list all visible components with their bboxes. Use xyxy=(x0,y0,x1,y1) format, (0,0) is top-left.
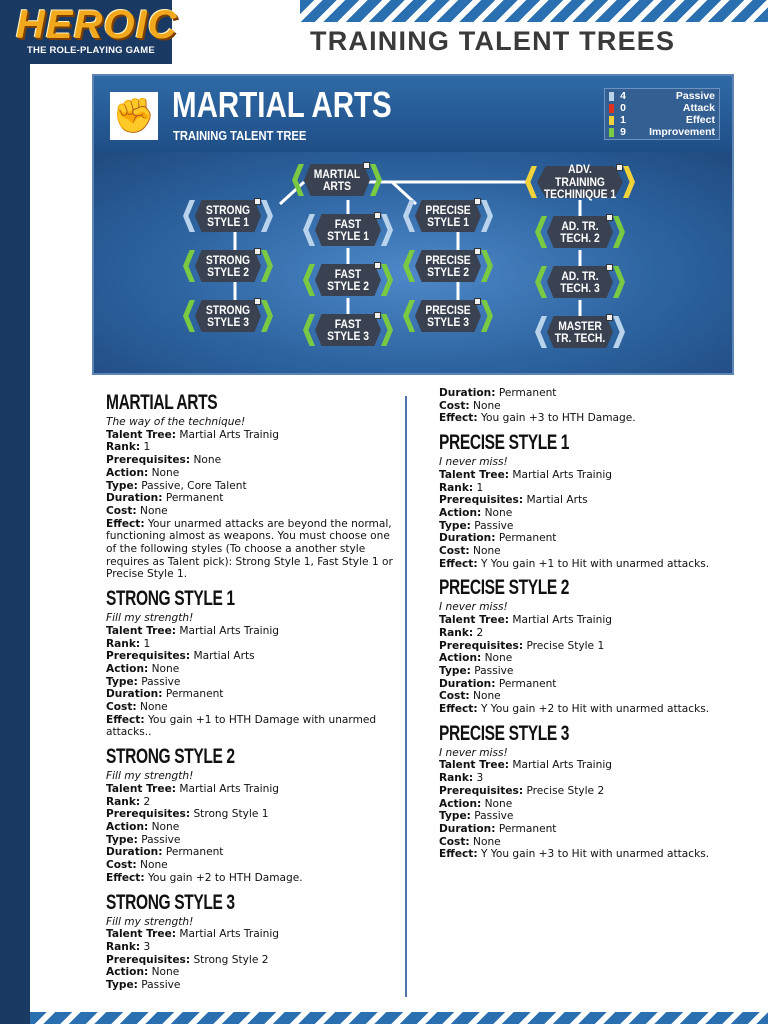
node-strong-style-1[interactable] xyxy=(183,198,273,234)
field-key: Rank: xyxy=(106,940,141,953)
node-master-tr-tech[interactable] xyxy=(535,314,625,350)
chevron-right-icon xyxy=(481,300,493,332)
field-value: 3 xyxy=(143,940,151,953)
talent-field xyxy=(439,703,729,716)
field-key: Rank: xyxy=(439,481,474,494)
field-key: Action: xyxy=(439,506,482,519)
field-value: None xyxy=(484,506,513,519)
field-value: Y You gain +1 to Hit with unarmed attacks. xyxy=(480,557,710,570)
rank-badge-icon xyxy=(606,264,613,271)
field-key: Cost: xyxy=(439,835,470,848)
field-key: Action: xyxy=(106,662,149,675)
talent-field xyxy=(439,823,729,836)
field-key: Type: xyxy=(439,519,471,532)
node-label: FAST STYLE 2 xyxy=(327,266,369,293)
field-value: Permanent xyxy=(498,387,557,399)
chevron-left-icon xyxy=(183,200,195,232)
rank-badge-icon xyxy=(363,162,370,169)
field-value: None xyxy=(484,797,513,810)
talent-quote: I never miss! xyxy=(439,456,508,469)
chevron-right-icon xyxy=(261,250,273,282)
field-value: You gain +3 to HTH Damage. xyxy=(480,412,636,425)
legend-count: 4 xyxy=(620,90,626,102)
talent-quote: The way of the technique! xyxy=(106,416,246,428)
field-key: Rank: xyxy=(106,637,141,650)
node-label: STRONG STYLE 3 xyxy=(205,302,251,329)
field-key: Duration: xyxy=(106,846,163,859)
talent-entry-continued xyxy=(439,387,729,425)
talent-field xyxy=(106,650,396,663)
talent-field xyxy=(439,848,729,861)
talent-quote: I never miss! xyxy=(439,601,508,614)
chevron-right-icon xyxy=(370,164,382,196)
rank-badge-icon xyxy=(374,212,381,219)
talent-field xyxy=(106,928,396,941)
chevron-right-icon xyxy=(381,314,393,346)
banner-header xyxy=(94,76,732,152)
talent-field xyxy=(439,690,729,703)
field-key: Rank: xyxy=(439,772,474,785)
field-key: Talent Tree: xyxy=(106,928,177,941)
field-value: None xyxy=(151,966,180,979)
node-ad-tr-tech-3[interactable] xyxy=(535,264,625,300)
node-label: FAST STYLE 1 xyxy=(327,216,369,243)
rank-badge-icon xyxy=(616,164,623,171)
talent-field xyxy=(439,412,729,425)
chevron-left-icon xyxy=(403,250,415,282)
field-key: Duration: xyxy=(439,677,496,690)
talent-field xyxy=(439,678,729,691)
field-value: You gain +2 to HTH Damage. xyxy=(147,871,303,884)
field-key: Prerequisites: xyxy=(106,953,191,966)
field-key: Type: xyxy=(106,833,138,846)
rank-badge-icon xyxy=(474,198,481,205)
field-value: Passive xyxy=(474,664,514,677)
talent-field xyxy=(439,640,729,653)
talent-field xyxy=(106,701,396,714)
fist-icon: ✊ xyxy=(110,92,158,140)
talent-field xyxy=(106,429,396,442)
field-key: Type: xyxy=(106,675,138,688)
field-key: Cost: xyxy=(439,690,470,703)
node-label: AD. TR. TECH. 2 xyxy=(560,218,600,245)
field-value: None xyxy=(193,454,222,467)
node-fast-style-3[interactable] xyxy=(303,312,393,348)
talent-field xyxy=(439,798,729,811)
field-value: 1 xyxy=(476,481,484,494)
chevron-left-icon xyxy=(183,250,195,282)
talent-field xyxy=(439,387,729,400)
talent-field xyxy=(439,614,729,627)
talent-field xyxy=(439,627,729,640)
talent-entry xyxy=(439,575,729,715)
field-key: Effect: xyxy=(439,412,478,425)
chevron-left-icon xyxy=(303,214,315,246)
talent-entry xyxy=(106,586,396,739)
talent-field xyxy=(439,545,729,558)
talent-field xyxy=(106,638,396,651)
field-key: Duration: xyxy=(439,387,496,399)
field-value: Passive xyxy=(474,810,514,823)
talent-field xyxy=(439,772,729,785)
node-ad-tr-tech-2[interactable] xyxy=(535,214,625,250)
field-value: None xyxy=(151,820,180,833)
talent-title: STRONG STYLE 3 xyxy=(106,890,235,914)
node-label: MASTER TR. TECH. xyxy=(554,318,606,345)
field-key: Cost: xyxy=(106,504,137,517)
chevron-right-icon xyxy=(623,166,635,198)
node-label: PRECISE STYLE 3 xyxy=(425,302,471,329)
legend-row-attack xyxy=(609,103,717,114)
field-key: Cost: xyxy=(106,859,137,872)
legend-swatch-attack xyxy=(609,104,614,113)
field-value: Martial Arts xyxy=(193,650,255,663)
node-label: ADV. TRAINING TECHINIQUE 1 xyxy=(543,162,617,202)
chevron-right-icon xyxy=(381,264,393,296)
field-key: Cost: xyxy=(439,399,470,412)
node-precise-style-3[interactable] xyxy=(403,298,493,334)
field-value: Permanent xyxy=(165,688,224,701)
field-value: Permanent xyxy=(498,677,557,690)
talent-quote: Fill my strength! xyxy=(106,612,194,625)
field-value: Passive, Core Talent xyxy=(141,479,247,492)
field-key: Talent Tree: xyxy=(106,782,177,795)
talent-field xyxy=(106,480,396,493)
field-key: Prerequisites: xyxy=(439,494,524,507)
chevron-left-icon xyxy=(183,300,195,332)
field-value: None xyxy=(473,545,501,558)
field-key: Action: xyxy=(106,466,149,479)
chevron-right-icon xyxy=(261,300,273,332)
node-precise-style-1[interactable] xyxy=(403,198,493,234)
node-label: PRECISE STYLE 1 xyxy=(425,202,471,229)
field-key: Cost: xyxy=(106,701,137,714)
talent-field xyxy=(106,966,396,979)
talent-field xyxy=(106,796,396,809)
field-value: 2 xyxy=(143,795,151,808)
node-label: FAST STYLE 3 xyxy=(327,316,369,343)
talent-title: PRECISE STYLE 2 xyxy=(439,576,570,600)
talent-field xyxy=(106,625,396,638)
node-label: MARTIAL ARTS xyxy=(313,166,361,193)
chevron-left-icon xyxy=(303,264,315,296)
field-value: Martial Arts Trainig xyxy=(179,928,280,941)
field-key: Talent Tree: xyxy=(439,614,510,627)
talent-field xyxy=(439,558,729,571)
talent-field xyxy=(106,941,396,954)
legend-count: 0 xyxy=(620,102,626,114)
chevron-right-icon xyxy=(481,200,493,232)
field-key: Rank: xyxy=(439,626,474,639)
node-strong-style-2[interactable] xyxy=(183,248,273,284)
field-value: Martial Arts Trainig xyxy=(512,614,613,627)
chevron-right-icon xyxy=(261,200,273,232)
legend-swatch-passive xyxy=(609,92,614,101)
field-value: 1 xyxy=(143,441,151,454)
chevron-left-icon xyxy=(535,316,547,348)
field-key: Effect: xyxy=(439,557,478,570)
chevron-left-icon xyxy=(403,300,415,332)
field-value: Passive xyxy=(141,979,181,992)
bottom-stripe-decoration xyxy=(30,1012,768,1024)
chevron-right-icon xyxy=(613,316,625,348)
field-value: 2 xyxy=(476,626,484,639)
chevron-right-icon xyxy=(613,216,625,248)
banner-subtitle: TRAINING TALENT TREE xyxy=(173,128,307,143)
talent-field xyxy=(106,454,396,467)
node-fast-style-2[interactable] xyxy=(303,262,393,298)
field-value: None xyxy=(473,835,501,848)
talent-field xyxy=(439,400,729,413)
talent-quote: Fill my strength! xyxy=(106,770,194,783)
talent-title: PRECISE STYLE 1 xyxy=(439,431,570,455)
tree-legend xyxy=(604,88,720,140)
field-key: Effect: xyxy=(106,517,145,530)
field-key: Prerequisites: xyxy=(106,808,191,821)
talent-field xyxy=(106,783,396,796)
field-key: Prerequisites: xyxy=(439,639,524,652)
talent-field xyxy=(106,441,396,454)
rank-badge-icon xyxy=(474,248,481,255)
field-value: Permanent xyxy=(165,846,224,859)
talent-title: STRONG STYLE 2 xyxy=(106,745,235,769)
talent-entry xyxy=(439,721,729,861)
field-value: Passive xyxy=(474,519,514,532)
legend-row-improvement xyxy=(609,127,717,138)
field-value: Passive xyxy=(141,675,181,688)
node-martial-arts[interactable] xyxy=(292,162,382,198)
field-key: Effect: xyxy=(106,713,145,726)
talent-quote: Fill my strength! xyxy=(106,915,194,928)
field-key: Cost: xyxy=(439,545,470,558)
legend-row-passive xyxy=(609,91,717,102)
rank-badge-icon xyxy=(374,312,381,319)
field-key: Effect: xyxy=(439,848,478,861)
field-key: Duration: xyxy=(439,532,496,545)
node-fast-style-1[interactable] xyxy=(303,212,393,248)
talent-field xyxy=(439,665,729,678)
talent-field xyxy=(439,520,729,533)
chevron-left-icon xyxy=(292,164,304,196)
talent-field xyxy=(106,492,396,505)
field-value: None xyxy=(140,859,168,872)
field-value: 3 xyxy=(476,772,484,785)
node-label: STRONG STYLE 1 xyxy=(205,202,251,229)
field-value: None xyxy=(473,690,501,703)
field-key: Action: xyxy=(106,820,149,833)
talent-field xyxy=(106,846,396,859)
field-key: Prerequisites: xyxy=(439,784,524,797)
rank-badge-icon xyxy=(474,298,481,305)
page-title: TRAINING TALENT TREES xyxy=(310,26,676,56)
legend-label: Passive xyxy=(675,90,715,102)
field-value: Martial Arts Trainig xyxy=(179,624,280,637)
field-value: 1 xyxy=(143,637,151,650)
talent-field xyxy=(106,979,396,992)
talent-field xyxy=(106,505,396,518)
field-key: Effect: xyxy=(106,871,145,884)
field-value: Martial Arts xyxy=(526,494,588,507)
field-value: None xyxy=(473,399,501,412)
field-key: Talent Tree: xyxy=(106,624,177,637)
talent-entry xyxy=(106,744,396,884)
field-key: Prerequisites: xyxy=(106,454,191,467)
talent-field xyxy=(106,467,396,480)
right-column xyxy=(439,387,729,866)
talent-title: PRECISE STYLE 3 xyxy=(439,721,570,745)
left-sidebar-bar xyxy=(0,0,30,1024)
field-key: Rank: xyxy=(106,795,141,808)
node-adv-training-technique-1[interactable] xyxy=(525,164,635,200)
field-value: None xyxy=(151,466,180,479)
field-value: Permanent xyxy=(498,822,557,835)
chevron-left-icon xyxy=(403,200,415,232)
field-key: Duration: xyxy=(439,822,496,835)
talent-field xyxy=(106,663,396,676)
node-label: AD. TR. TECH. 3 xyxy=(560,268,600,295)
node-strong-style-3[interactable] xyxy=(183,298,273,334)
talent-entry xyxy=(106,890,396,992)
field-key: Type: xyxy=(106,479,138,492)
column-divider xyxy=(405,396,407,997)
logo-text: HEROIC xyxy=(16,3,178,47)
field-value: Martial Arts Trainig xyxy=(179,428,280,441)
field-key: Action: xyxy=(439,652,482,665)
field-key: Duration: xyxy=(106,688,163,701)
field-value: Martial Arts Trainig xyxy=(179,782,280,795)
chevron-left-icon xyxy=(535,266,547,298)
field-value: None xyxy=(484,652,513,665)
chevron-left-icon xyxy=(535,216,547,248)
field-value: None xyxy=(151,662,180,675)
node-label: PRECISE STYLE 2 xyxy=(425,252,471,279)
rank-badge-icon xyxy=(374,262,381,269)
talent-field xyxy=(439,785,729,798)
field-key: Type: xyxy=(439,664,471,677)
rank-badge-icon xyxy=(254,198,261,205)
field-key: Talent Tree: xyxy=(439,759,510,772)
talent-title: STRONG STYLE 1 xyxy=(106,587,235,611)
talent-field xyxy=(106,518,396,582)
talent-field xyxy=(439,836,729,849)
field-value: None xyxy=(140,504,168,517)
talent-tree-banner xyxy=(92,74,734,375)
field-key: Effect: xyxy=(439,703,478,716)
legend-row-effect xyxy=(609,115,717,126)
field-key: Talent Tree: xyxy=(439,468,510,481)
rank-badge-icon xyxy=(254,298,261,305)
rank-badge-icon xyxy=(606,214,613,221)
field-value: Y You gain +3 to Hit with unarmed attacks. xyxy=(480,848,710,861)
talent-field xyxy=(439,507,729,520)
talent-title: MARTIAL ARTS xyxy=(106,391,218,414)
rank-badge-icon xyxy=(606,314,613,321)
talent-field xyxy=(106,872,396,885)
chevron-left-icon xyxy=(525,166,537,198)
talent-field xyxy=(439,652,729,665)
left-column xyxy=(106,390,396,997)
field-value: Strong Style 1 xyxy=(193,808,269,821)
talent-field xyxy=(106,688,396,701)
field-value: Passive xyxy=(141,833,181,846)
talent-field xyxy=(106,821,396,834)
field-value: You gain +1 to HTH Damage with unarmed attacks.. xyxy=(106,713,377,739)
field-value: None xyxy=(140,701,168,714)
rank-badge-icon xyxy=(254,248,261,255)
chevron-left-icon xyxy=(303,314,315,346)
field-value: Martial Arts Trainig xyxy=(512,759,613,772)
legend-label: Improvement xyxy=(649,126,715,138)
legend-label: Effect xyxy=(685,114,715,126)
field-key: Action: xyxy=(439,797,482,810)
field-value: Your unarmed attacks are beyond the normal, functioning almost as weapons. You must choose one of the following styles (To choose a another style requires as Talent pick): Strong Style 1, Fast Style 1 or Precise Style 1. xyxy=(106,517,393,581)
chevron-right-icon xyxy=(381,214,393,246)
talent-field xyxy=(106,834,396,847)
talent-field xyxy=(439,469,729,482)
talent-entry xyxy=(106,390,396,581)
logo xyxy=(0,0,178,64)
node-label: STRONG STYLE 2 xyxy=(205,252,251,279)
banner-title: MARTIAL ARTS xyxy=(172,84,392,125)
talent-quote: I never miss! xyxy=(439,746,508,759)
field-key: Rank: xyxy=(106,441,141,454)
field-value: Precise Style 2 xyxy=(526,784,605,797)
talent-field xyxy=(106,859,396,872)
top-stripe-decoration xyxy=(300,0,768,22)
field-key: Type: xyxy=(439,810,471,823)
legend-swatch-effect xyxy=(609,116,614,125)
field-key: Talent Tree: xyxy=(106,428,177,441)
legend-count: 1 xyxy=(620,114,626,126)
field-key: Duration: xyxy=(106,492,163,505)
logo-subtitle: THE ROLE-PLAYING GAME xyxy=(27,45,155,56)
field-key: Action: xyxy=(106,966,149,979)
talent-field xyxy=(439,482,729,495)
legend-count: 9 xyxy=(620,126,626,138)
field-value: Permanent xyxy=(165,492,224,505)
node-precise-style-2[interactable] xyxy=(403,248,493,284)
legend-swatch-improvement xyxy=(609,128,614,137)
talent-field xyxy=(439,810,729,823)
field-key: Prerequisites: xyxy=(106,650,191,663)
talent-field xyxy=(106,676,396,689)
talent-field xyxy=(106,954,396,967)
talent-tree-diagram xyxy=(94,152,732,373)
talent-field xyxy=(439,759,729,772)
talent-field xyxy=(439,494,729,507)
field-value: Y You gain +2 to Hit with unarmed attacks. xyxy=(480,703,710,716)
chevron-right-icon xyxy=(481,250,493,282)
talent-field xyxy=(106,808,396,821)
field-value: Martial Arts Trainig xyxy=(512,468,613,481)
chevron-right-icon xyxy=(613,266,625,298)
legend-label: Attack xyxy=(682,102,715,114)
field-value: Precise Style 1 xyxy=(526,639,605,652)
talent-field xyxy=(106,714,396,739)
talent-field xyxy=(439,532,729,545)
field-value: Strong Style 2 xyxy=(193,953,269,966)
talent-entry xyxy=(439,430,729,570)
field-key: Type: xyxy=(106,979,138,992)
field-value: Permanent xyxy=(498,532,557,545)
